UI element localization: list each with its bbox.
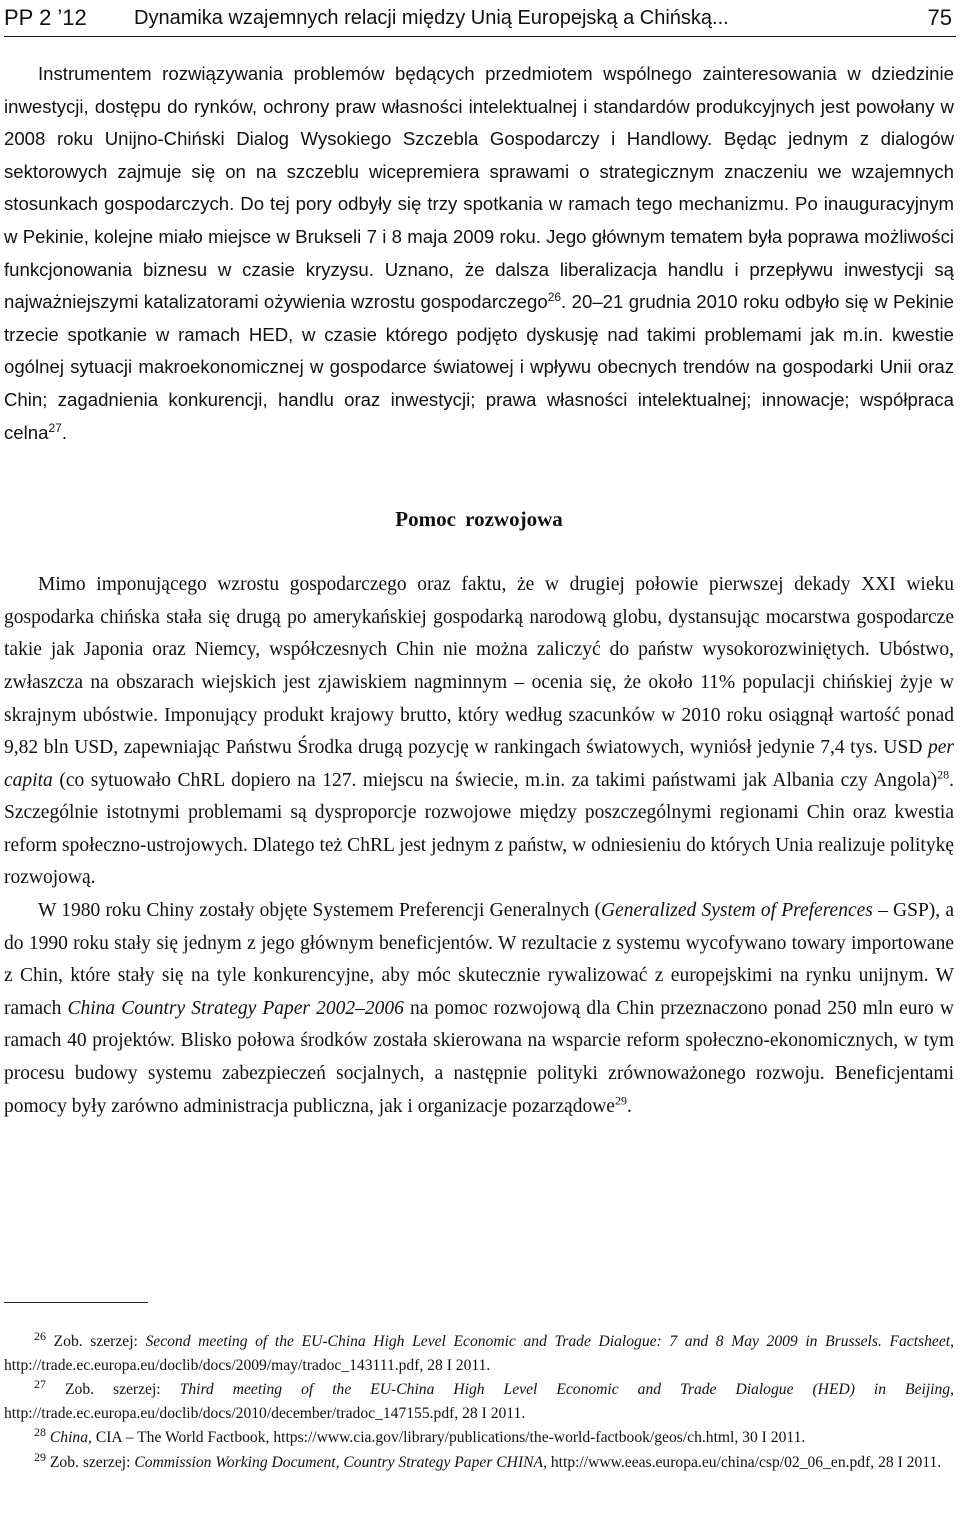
footnote-title: China: [49, 1429, 89, 1446]
footnote-number: 27: [34, 1376, 46, 1391]
p3-text-1: W 1980 roku Chiny zostały objęte Systemem Preferencji Generalnych (: [38, 900, 601, 922]
footnote-source-link[interactable]: , http://trade.ec.europa.eu/doclib/docs/2010/december/tradoc_147155.pdf, 28 I 2011.: [4, 1381, 954, 1422]
footnote-prefix: Zob. szerzej:: [46, 1333, 146, 1350]
page-number: 75: [927, 5, 952, 30]
intro-text-2: . 20–21 grudnia 2010 roku odbyło się w Pekinie trzecie spotkanie w ramach HED, w czasie którego podjęto dyskusję nad takimi problemami jak m.in. kwestie ogólnej sytuacji makroekonomicznej w gospodarce światowej i wpływu obecnych trendów na gospodarki Unii oraz Chin; zagadnienia konkurencji, handlu oraz inwestycji; prawa własności intelektualnej; innowacje; współpraca celna: [4, 291, 955, 443]
footnote-28: [4, 1426, 954, 1450]
intro-text-3: .: [61, 421, 67, 443]
footnote-29: [4, 1451, 954, 1475]
paragraph-development: [4, 569, 954, 895]
running-title: Dynamika wzajemnych relacji między Unią Europejską a Chińską...: [134, 7, 729, 29]
p3-text-3: na pomoc rozwojową dla Chin przeznaczono ponad 250 mln euro w ramach 40 projektów. Blisko połowa środków została skierowana na wsparcie reform społeczno-ekonomicznych, w tym procesu budowy systemu zabezpieczeń socjalnych, a następnie polityki zrównoważonego rozwoju. Beneficjentami pomocy były zarówno administracja publiczna, jak i organizacje pozarządowe: [4, 997, 954, 1117]
section-heading: Pomoc rozwojowa: [395, 507, 563, 532]
p2-text-1: Mimo imponującego wzrostu gospodarczego oraz faktu, że w drugiej połowie pierwszej dekady XXI wieku gospodarka chińska stała się drugą po amerykańskiej gospodarką narodową globu, dystansując mocarstwa gospodarcze takie jak Japonia oraz Niemcy, współczesnych Chin nie można zaliczyć do państw wysokorozwiniętych. Ubóstwo, zwłaszcza na obszarach wiejskich jest zjawiskiem nagminnym – ocenia się, że około 11% populacji chińskiej żyje w skrajnym ubóstwie. Imponujący produkt krajowy brutto, który według szacunków w 2010 roku osiągnął wartość ponad 9,82 bln USD, zapewniając Państwu Środka drugą pozycję w rankingach światowych, wyniósł jedynie 7,4 tys. USD: [4, 574, 954, 759]
p3-italic-1: Generalized System of Preferences: [600, 900, 873, 922]
footnote-source-link[interactable]: , CIA – The World Factbook, https://www.cia.gov/library/publications/the-world-factbook/geos/ch.html, 30 I 2011.: [88, 1429, 806, 1446]
footnote-ref-28[interactable]: 28: [937, 767, 950, 782]
footnote-number: 28: [34, 1424, 46, 1439]
footnote-26: [4, 1330, 954, 1377]
footnote-ref-26[interactable]: 26: [547, 289, 562, 304]
footnote-number: 26: [34, 1328, 46, 1343]
footnote-prefix: Zob. szerzej:: [46, 1453, 135, 1471]
footnote-source-link[interactable]: , http://www.eeas.europa.eu/china/csp/02_06_en.pdf, 28 I 2011.: [543, 1453, 942, 1471]
footnotes: [4, 1330, 954, 1475]
footnote-separator: [4, 1302, 148, 1303]
footnote-title: Commission Working Document, Country Strategy Paper CHINA: [134, 1453, 544, 1471]
footnote-ref-27[interactable]: 27: [48, 420, 62, 435]
footnote-ref-29[interactable]: 29: [614, 1093, 627, 1108]
journal-label: PP 2 ’12: [4, 5, 87, 30]
p3-italic-2: China Country Strategy Paper 2002–2006: [67, 997, 404, 1019]
footnote-27: [4, 1378, 954, 1425]
p2-text-3: . Szczególnie istotnymi problemami są dysproporcje rozwojowe między poszczególnymi regionami Chin oraz kwestia reform społeczno-ustrojowych. Dlatego też ChRL jest jednym z państw, w odniesieniu do których Unia realizuje politykę rozwojową.: [4, 769, 954, 889]
p2-italic: per capita: [4, 737, 954, 791]
p3-text-4: .: [626, 1095, 632, 1117]
footnote-source-link[interactable]: , http://trade.ec.europa.eu/doclib/docs/2009/may/tradoc_143111.pdf, 28 I 2011.: [4, 1333, 954, 1374]
intro-text-1: Instrumentem rozwiązywania problemów będących przedmiotem wspólnego zainteresowania w dziedzinie inwestycji, dostępu do rynków, ochrony praw własności intelektualnej i standardów produkcyjnych jest powołany w 2008 roku Unijno-Chiński Dialog Wysokiego Szczebla Gospodarczy i Handlowy. Będąc jednym z dialogów sektorowych zajmuje się on na szczeblu wicepremiera sprawami o strategicznym znaczeniu we wzajemnych stosunkach gospodarczych. Do tej pory odbyły się trzy spotkania w ramach tego mechanizmu. Po inauguracyjnym w Pekinie, kolejne miało miejsce w Brukseli 7 i 8 maja 2009 roku. Jego głównym tematem była poprawa możliwości funkcjonowania biznesu w czasie kryzysu. Uznano, że dalsza liberalizacja handlu i przepływu inwestycji są najważniejszymi katalizatorami ożywienia wzrostu gospodarczego: [4, 63, 954, 313]
intro-paragraph: [4, 58, 954, 449]
footnote-prefix: Zob. szerzej:: [46, 1381, 180, 1398]
body-text: [4, 58, 954, 1123]
p2-text-2: (co sytuowało ChRL dopiero na 127. miejscu na świecie, m.in. za takimi państwami jak Albania czy Angola): [52, 769, 938, 791]
paragraph-gsp: [4, 895, 954, 1123]
running-header: [4, 2, 956, 37]
footnote-title: Third meeting of the EU-China High Level Economic and Trade Dialogue (HED) in Beijing: [179, 1381, 951, 1398]
footnote-number: 29: [34, 1449, 46, 1464]
p3-text-2: – GSP), a do 1990 roku stały się jednym z jego głównym beneficjentów. W rezultacie z systemu wycofywano towary importowane z Chin, które stały się na tyle konkurencyjne, aby móc skutecznie rywalizować z europejskimi na rynku unijnym. W ramach: [4, 900, 954, 1019]
footnote-title: Second meeting of the EU-China High Level Economic and Trade Dialogue: 7 and 8 May 2009 in Brussels. Factsheet: [145, 1333, 951, 1350]
